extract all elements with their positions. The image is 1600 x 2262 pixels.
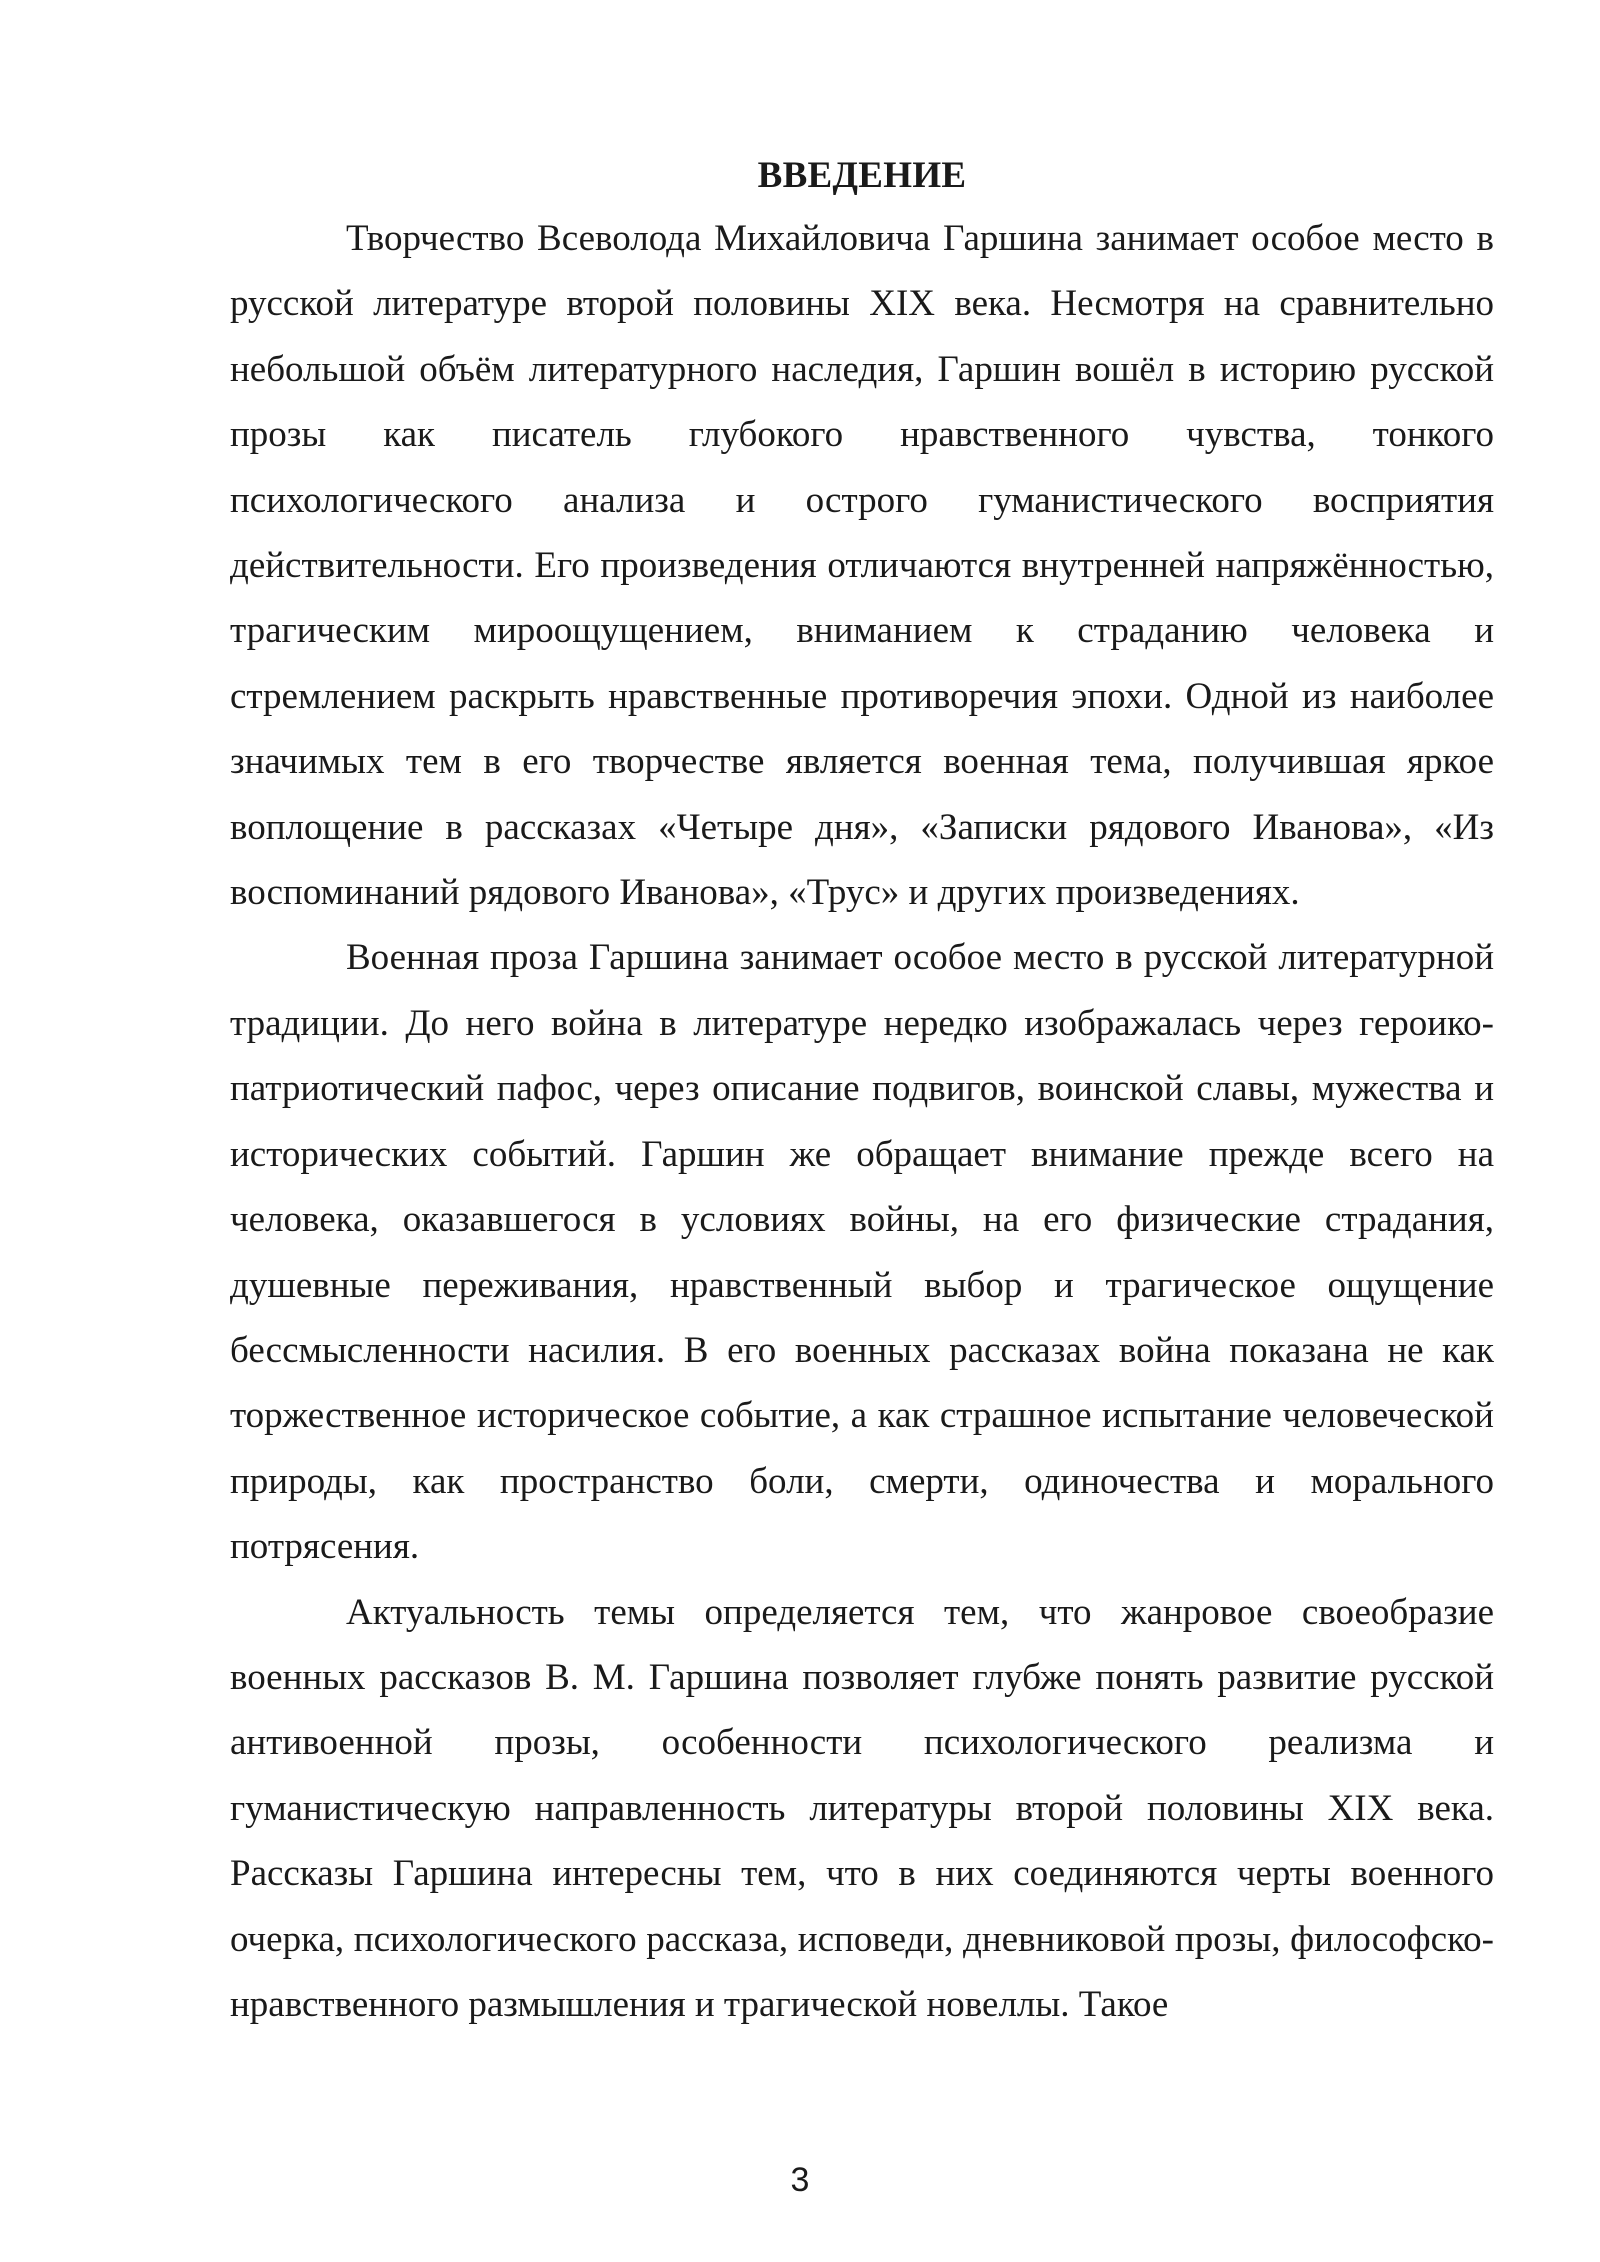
section-heading: ВВЕДЕНИЕ [757,155,967,196]
paragraph-1: Творчество Всеволода Михайловича Гаршина занимает особое место в русской литературе второй половины XIX века. Несмотря на сравнительно небольшой объём литературного наследия, Гаршин вошёл в историю русской прозы как писатель глубокого нравственного чувства, тонкого психологического анализа и острого гуманистического восприятия действительности. Его произведения отличаются внутренней напряжённостью, трагическим мироощущением, вниманием к страданию человека и стремлением раскрыть нравственные противоречия эпохи. Одной из наиболее значимых тем в его творчестве является военная тема, получившая яркое воплощение в рассказах «Четыре дня», «Записки рядового Иванова», «Из воспоминаний рядового Иванова», «Трус» и других произведениях. [230,218,1494,914]
page-body [230,146,1494,2037]
paragraph-3: Актуальность темы определяется тем, что жанровое своеобразие военных рассказов В. М. Гаршина позволяет глубже понять развитие русской антивоенной прозы, особенности психологического реализма и гуманистическую направленность литературы второй половины XIX века. Рассказы Гаршина интересны тем, что в них соединяются черты военного очерка, психологического рассказа, исповеди, дневниковой прозы, философско-нравственного размышления и трагической новеллы. Такое [230,1591,1494,2025]
paragraph-2: Военная проза Гаршина занимает особое место в русской литературной традиции. До него война в литературе нередко изображалась через героико-патриотический пафос, через описание подвигов, воинской славы, мужества и исторических событий. Гаршин же обращает внимание прежде всего на человека, оказавшегося в условиях войны, на его физические страдания, душевные переживания, нравственный выбор и трагическое ощущение бессмысленности насилия. В его военных рассказах война показана не как торжественное историческое событие, а как страшное испытание человеческой природы, как пространство боли, смерти, одиночества и морального потрясения. [230,937,1494,1568]
page-number: 3 [790,2161,810,2199]
